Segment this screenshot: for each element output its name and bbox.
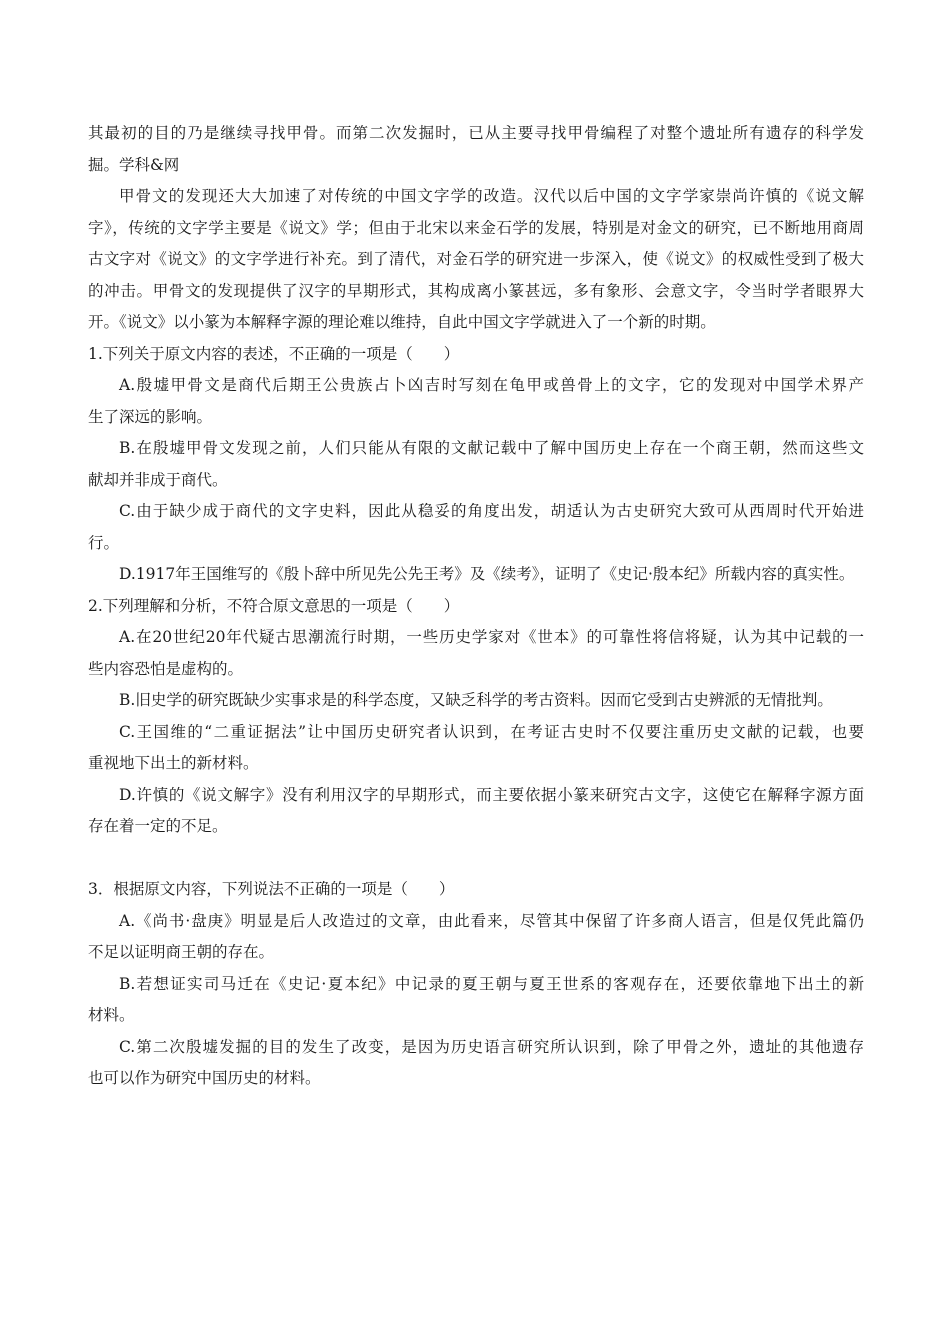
option-a-line: A.《尚书·盘庚》明显是后人改造过的文章，由此看来，尽管其中保留了许多商人语言，但是仅凭此篇仍: [119, 911, 864, 930]
question-2: [88, 591, 864, 843]
option-a-line: 不足以证明商王朝的存在。: [88, 943, 275, 961]
option-d-line: D.许慎的《说文解字》没有利用汉字的早期形式，而主要依据小篆来研究古文字，这使它在解释字源方面: [119, 785, 864, 804]
option-c-line: 重视地下出土的新材料。: [88, 754, 259, 772]
option-c-line: 行。: [88, 533, 120, 552]
option-c-line: 也可以作为研究中国历史的材料。: [88, 1069, 321, 1087]
text-line: 掘。学科&网: [88, 155, 180, 174]
text-line: 的冲击。甲骨文的发现提供了汉字的早期形式，其构成离小篆甚远，多有象形、会意文字，令当时学者眼界大: [88, 281, 864, 300]
question-stem: 3．根据原文内容，下列说法不正确的一项是（ ）: [88, 880, 455, 898]
question-3: [88, 874, 864, 1095]
option-d-line: 存在着一定的不足。: [88, 817, 228, 835]
option-b-line: B.若想证实司马迁在《史记·夏本纪》中记录的夏王朝与夏王世系的客观存在，还要依靠地下出土的新: [119, 974, 864, 993]
blank-gap: [88, 843, 864, 875]
text-line: 甲骨文的发现还大大加速了对传统的中国文字学的改造。汉代以后中国的文字学家崇尚许慎的《说文解: [119, 187, 864, 205]
question-stem: 2.下列理解和分析，不符合原文意思的一项是（ ）: [88, 596, 460, 615]
option-b-line: B.在殷墟甲骨文发现之前，人们只能从有限的文献记载中了解中国历史上存在一个商王朝，然而这些文: [119, 439, 864, 457]
option-c-line: C.第二次殷墟发掘的目的发生了改变，是因为历史语言研究所认识到，除了甲骨之外，遗址的其他遗存: [119, 1037, 864, 1056]
question-stem: 1.下列关于原文内容的表述，不正确的一项是（ ）: [88, 344, 460, 363]
text-line: 字》，传统的文字学主要是《说文》学；但由于北宋以来金石学的发展，特别是对金文的研究，已不断地用商周: [88, 218, 864, 237]
option-b-line: 材料。: [88, 1006, 135, 1024]
text-line: 古文字对《说文》的文字学进行补充。到了清代，对金石学的研究进一步深入，使《说文》的权威性受到了极大: [88, 250, 864, 268]
option-c-line: C.由于缺少成于商代的文字史料，因此从稳妥的角度出发，胡适认为古史研究大致可从西周时代开始进: [119, 502, 864, 520]
question-1: [88, 339, 864, 591]
option-b-line: 献却并非成于商代。: [88, 470, 228, 489]
option-a-line: A.殷墟甲骨文是商代后期王公贵族占卜凶吉时写刻在龟甲或兽骨上的文字，它的发现对中国学术界产: [119, 376, 864, 394]
text-line: 其最初的目的乃是继续寻找甲骨。而第二次发掘时，已从主要寻找甲骨编程了对整个遗址所有遗存的科学发: [88, 124, 864, 142]
passage-paragraph-1: [88, 118, 864, 181]
option-c-line: C.王国维的“二重证据法”让中国历史研究者认识到，在考证古史时不仅要注重历史文献的记载，也要: [119, 722, 864, 741]
passage-paragraph-2: [88, 181, 864, 339]
text-line: 开。《说文》以小篆为本解释字源的理论难以维持，自此中国文字学就进入了一个新的时期。: [88, 313, 716, 331]
option-d-line: D.1917年王国维写的《殷卜辞中所见先公先王考》及《续考》，证明了《史记·殷本纪》所载内容的真实性。: [119, 565, 855, 583]
option-a-line: A.在20世纪20年代疑古思潮流行时期，一些历史学家对《世本》的可靠性将信将疑，认为其中记载的一: [119, 628, 864, 646]
option-b-line: B.旧史学的研究既缺少实事求是的科学态度，又缺乏科学的考古资料。因而它受到古史辨派的无情批判。: [119, 691, 833, 709]
option-a-line: 生了深远的影响。: [88, 407, 213, 426]
option-a-line: 些内容恐怕是虚构的。: [88, 659, 244, 678]
document-page: [88, 118, 864, 1095]
